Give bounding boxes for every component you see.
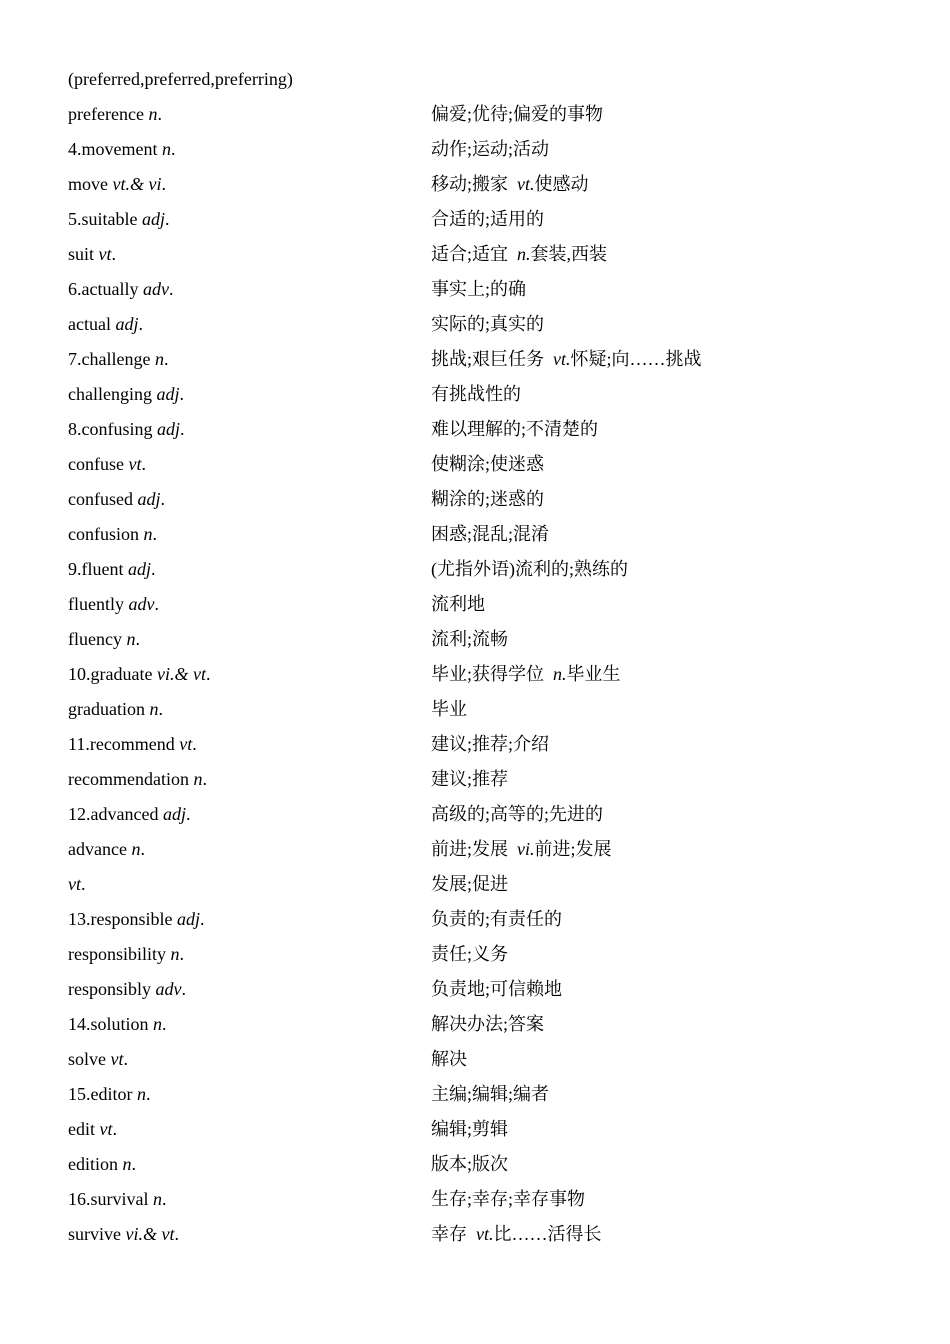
meaning-text: 动作;运动;活动 [431, 139, 550, 159]
part-of-speech: n [131, 839, 141, 859]
vocab-meaning [431, 416, 598, 442]
vocab-row [68, 241, 908, 276]
vocab-word: 6.actually [68, 279, 139, 299]
vocab-term: responsibility n. [68, 944, 184, 964]
part-of-speech: n [137, 1084, 146, 1104]
vocab-row [68, 1011, 908, 1046]
meaning-text: 适合;适宜 [431, 244, 509, 264]
vocab-term: 15.editor n. [68, 1084, 151, 1104]
vocab-word: move [68, 174, 108, 194]
vocab-meaning [431, 906, 562, 932]
vocab-term: responsibly adv. [68, 979, 186, 999]
vocab-word: advance [68, 839, 127, 859]
vocab-meaning [431, 1151, 508, 1177]
part-of-speech: vt [99, 1119, 113, 1139]
vocab-term: 6.actually adv. [68, 279, 174, 299]
vocab-meaning [431, 521, 549, 547]
vocab-word: 13.responsible [68, 909, 173, 929]
vocab-word: 4.movement [68, 139, 158, 159]
vocab-row [68, 906, 908, 941]
vocab-meaning [431, 766, 508, 792]
part-of-speech: vi.& vt [156, 664, 206, 684]
vocab-word: confuse [68, 454, 124, 474]
meaning-text: 高级的;高等的;先进的 [431, 804, 604, 824]
meaning-pos: vt. [553, 349, 571, 369]
vocab-word: edition [68, 1154, 118, 1174]
vocab-row [68, 556, 908, 591]
vocab-row [68, 136, 908, 171]
vocab-word: 7.challenge [68, 349, 151, 369]
header-line: (preferred,preferred,preferring) [68, 69, 293, 89]
vocab-word: 12.advanced [68, 804, 159, 824]
vocab-term: 12.advanced adj. [68, 804, 191, 824]
meaning-text: 流利;流畅 [431, 629, 509, 649]
vocab-word: 10.graduate [68, 664, 153, 684]
vocab-term: 13.responsible adj. [68, 909, 205, 929]
vocab-meaning [431, 101, 603, 127]
meaning-text: 幸存 [431, 1224, 467, 1244]
vocab-meaning [431, 626, 508, 652]
vocab-row [68, 101, 908, 136]
vocab-row [68, 451, 908, 486]
part-of-speech: vi.& vt [125, 1224, 175, 1244]
meaning-text: 怀疑;向……挑战 [570, 349, 702, 369]
vocab-term: edit vt. [68, 1119, 117, 1139]
vocab-row [68, 731, 908, 766]
vocab-word: actual [68, 314, 111, 334]
vocab-term: 4.movement n. [68, 139, 176, 159]
meaning-text: 糊涂的;迷惑的 [431, 489, 545, 509]
vocab-meaning [431, 346, 702, 372]
vocab-term: 8.confusing adj. [68, 419, 185, 439]
meaning-text: 编辑;剪辑 [431, 1119, 509, 1139]
meaning-text: 解决 [431, 1049, 467, 1069]
meaning-text: 负责的;有责任的 [431, 909, 563, 929]
vocab-meaning [431, 381, 521, 407]
meaning-text: 前进;发展 [534, 839, 612, 859]
vocab-row [68, 591, 908, 626]
vocab-term: 7.challenge n. [68, 349, 169, 369]
vocab-row [68, 276, 908, 311]
vocab-word: confused [68, 489, 133, 509]
vocab-term: fluently adv. [68, 594, 159, 614]
vocab-word: confusion [68, 524, 139, 544]
meaning-pos: n. [517, 244, 531, 264]
part-of-speech: adj [156, 384, 180, 404]
vocab-row [68, 206, 908, 241]
meaning-text: 解决办法;答案 [431, 1014, 545, 1034]
meaning-text: 主编;编辑;编者 [431, 1084, 550, 1104]
vocab-word: preference [68, 104, 144, 124]
vocab-meaning [431, 1221, 602, 1247]
meaning-text: 偏爱;优待;偏爱的事物 [431, 104, 604, 124]
vocab-term: solve vt. [68, 1049, 128, 1069]
vocab-meaning [431, 486, 544, 512]
vocab-term: edition n. [68, 1154, 136, 1174]
part-of-speech: n [122, 1154, 132, 1174]
vocab-word: suit [68, 244, 95, 264]
part-of-speech: vt [179, 734, 193, 754]
vocab-row [68, 696, 908, 731]
vocab-word: 16.survival [68, 1189, 149, 1209]
part-of-speech: adv [142, 279, 169, 299]
part-of-speech: vt.& vi [112, 174, 162, 194]
vocab-word: challenging [68, 384, 152, 404]
vocab-row [68, 486, 908, 521]
vocab-row [68, 976, 908, 1011]
vocab-row [68, 1046, 908, 1081]
meaning-text: 建议;推荐;介绍 [431, 734, 550, 754]
part-of-speech: adj [115, 314, 139, 334]
meaning-text: 毕业 [431, 699, 467, 719]
vocab-row [68, 661, 908, 696]
vocab-word: 15.editor [68, 1084, 133, 1104]
meaning-pos: vi. [517, 839, 535, 859]
part-of-speech: adj [176, 909, 200, 929]
meaning-pos: n. [553, 664, 567, 684]
vocab-word: 5.suitable [68, 209, 138, 229]
meaning-text: 移动;搬家 [431, 174, 509, 194]
vocab-word: graduation [68, 699, 145, 719]
meaning-text: 困惑;混乱;混淆 [431, 524, 550, 544]
part-of-speech: adj [157, 419, 181, 439]
vocabulary-list [68, 101, 908, 1256]
vocab-term: survive vi.& vt. [68, 1224, 179, 1244]
vocab-word: 14.solution [68, 1014, 149, 1034]
vocab-meaning [431, 696, 467, 722]
vocab-word: 9.fluent [68, 559, 124, 579]
meaning-text: 比……活得长 [493, 1224, 602, 1244]
vocab-meaning [431, 1186, 585, 1212]
vocab-word: edit [68, 1119, 95, 1139]
part-of-speech: adv [128, 594, 155, 614]
vocab-meaning [431, 1011, 544, 1037]
meaning-text: 实际的;真实的 [431, 314, 545, 334]
meaning-text: 套装,西装 [530, 244, 608, 264]
vocab-term: 5.suitable adj. [68, 209, 170, 229]
part-of-speech: n [170, 944, 180, 964]
part-of-speech: vt [128, 454, 142, 474]
part-of-speech: n [153, 1189, 162, 1209]
meaning-text: 前进;发展 [431, 839, 509, 859]
vocab-term: suit vt. [68, 244, 117, 264]
vocab-row [68, 871, 908, 906]
vocab-meaning [431, 1116, 508, 1142]
meaning-text: 负责地;可信赖地 [431, 979, 563, 999]
vocab-row [68, 766, 908, 801]
vocab-meaning [431, 941, 508, 967]
vocab-term: vt. [68, 874, 86, 894]
vocab-row [68, 171, 908, 206]
meaning-text: 发展;促进 [431, 874, 509, 894]
vocab-word: fluency [68, 629, 122, 649]
vocab-row [68, 1186, 908, 1221]
meaning-text: 事实上;的确 [431, 279, 527, 299]
part-of-speech: adj [128, 559, 152, 579]
vocab-row [68, 311, 908, 346]
meaning-text: 版本;版次 [431, 1154, 509, 1174]
part-of-speech: n [143, 524, 153, 544]
vocab-row [68, 381, 908, 416]
vocab-term: fluency n. [68, 629, 140, 649]
vocab-word: recommendation [68, 769, 189, 789]
part-of-speech: adj [137, 489, 161, 509]
vocab-term: 16.survival n. [68, 1189, 167, 1209]
part-of-speech: vt [98, 244, 112, 264]
vocab-row [68, 346, 908, 381]
vocab-meaning [431, 556, 628, 582]
vocab-term: 11.recommend vt. [68, 734, 197, 754]
vocab-meaning [431, 241, 607, 267]
vocab-meaning [431, 206, 544, 232]
vocab-term: preference n. [68, 104, 162, 124]
meaning-text: 毕业;获得学位 [431, 664, 545, 684]
meaning-text: 生存;幸存;幸存事物 [431, 1189, 586, 1209]
vocab-word: 8.confusing [68, 419, 153, 439]
vocab-meaning [431, 136, 549, 162]
vocab-word: responsibility [68, 944, 166, 964]
vocab-term: confused adj. [68, 489, 165, 509]
vocab-term: recommendation n. [68, 769, 207, 789]
vocab-row [68, 836, 908, 871]
vocab-term: confuse vt. [68, 454, 146, 474]
part-of-speech: adv [155, 979, 182, 999]
part-of-speech: n [148, 104, 158, 124]
vocab-row [68, 801, 908, 836]
vocab-meaning [431, 1046, 467, 1072]
vocab-term: actual adj. [68, 314, 143, 334]
part-of-speech: vt [68, 874, 81, 894]
part-of-speech: adj [162, 804, 186, 824]
vocab-row [68, 1151, 908, 1186]
part-of-speech: adj [142, 209, 166, 229]
meaning-text: 毕业生 [566, 664, 621, 684]
vocab-meaning [431, 871, 508, 897]
vocab-term: confusion n. [68, 524, 157, 544]
meaning-pos: vt. [476, 1224, 494, 1244]
vocab-row [68, 1221, 908, 1256]
meaning-text: 使感动 [534, 174, 589, 194]
vocab-row [68, 521, 908, 556]
vocab-meaning [431, 731, 549, 757]
vocab-word: responsibly [68, 979, 151, 999]
meaning-text: 合适的;适用的 [431, 209, 545, 229]
part-of-speech: n [153, 1014, 163, 1034]
vocab-row [68, 626, 908, 661]
vocab-meaning [431, 451, 544, 477]
vocab-row [68, 1081, 908, 1116]
vocab-term: move vt.& vi. [68, 174, 166, 194]
vocab-term: 10.graduate vi.& vt. [68, 664, 211, 684]
part-of-speech: n [126, 629, 136, 649]
part-of-speech: vt [110, 1049, 124, 1069]
meaning-text: 挑战;艰巨任务 [431, 349, 545, 369]
vocab-row [68, 416, 908, 451]
vocab-meaning [431, 591, 485, 617]
vocab-meaning [431, 836, 612, 862]
part-of-speech: n [161, 139, 171, 159]
meaning-text: 建议;推荐 [431, 769, 509, 789]
vocab-term: advance n. [68, 839, 145, 859]
vocab-meaning [431, 661, 621, 687]
vocab-meaning [431, 276, 526, 302]
vocab-term: graduation n. [68, 699, 163, 719]
vocab-term: 14.solution n. [68, 1014, 167, 1034]
vocab-word: fluently [68, 594, 124, 614]
vocab-row [68, 1116, 908, 1151]
vocab-meaning [431, 171, 589, 197]
meaning-text: 难以理解的;不清楚的 [431, 419, 599, 439]
vocab-word: solve [68, 1049, 106, 1069]
vocab-meaning [431, 1081, 549, 1107]
vocab-word: survive [68, 1224, 121, 1244]
meaning-text: 使糊涂;使迷惑 [431, 454, 545, 474]
meaning-text: (尤指外语)流利的;熟练的 [431, 559, 628, 579]
part-of-speech: n [149, 699, 159, 719]
vocab-meaning [431, 801, 603, 827]
vocab-term: 9.fluent adj. [68, 559, 156, 579]
meaning-text: 有挑战性的 [431, 384, 521, 404]
vocab-row [68, 941, 908, 976]
vocab-meaning [431, 976, 562, 1002]
vocab-word: 11.recommend [68, 734, 175, 754]
vocab-term: challenging adj. [68, 384, 184, 404]
part-of-speech: n [193, 769, 203, 789]
vocab-meaning [431, 311, 544, 337]
meaning-pos: vt. [517, 174, 535, 194]
part-of-speech: n [154, 349, 164, 369]
meaning-text: 责任;义务 [431, 944, 509, 964]
meaning-text: 流利地 [431, 594, 485, 614]
